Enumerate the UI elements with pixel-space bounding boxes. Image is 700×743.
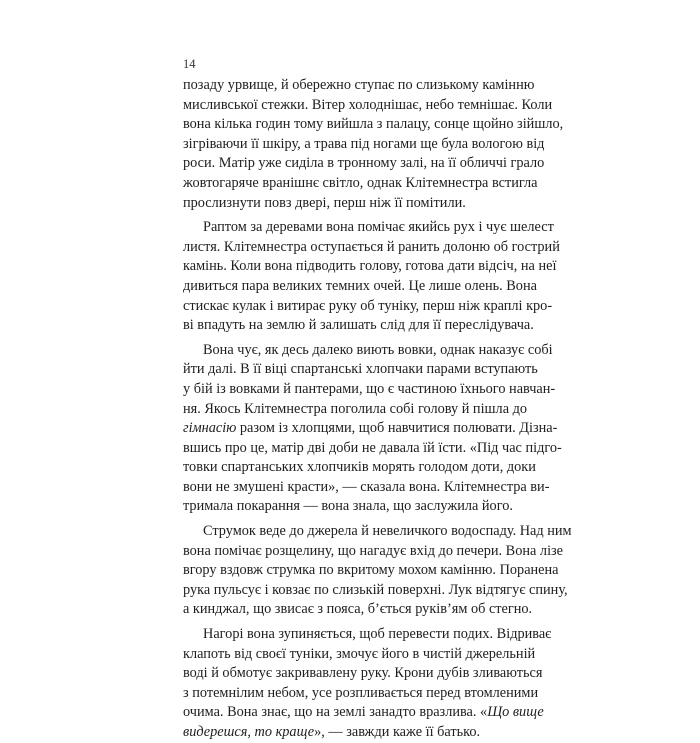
text-line: вгору вздовж струмка по вкритому мохом камінню. Поранена <box>183 562 559 579</box>
text-line: Струмок веде до джерела й невеличкого водоспаду. Над ним <box>203 523 572 540</box>
text-line: листя. Клітемнестра оступається й ранить долоню об гострий <box>183 238 560 255</box>
page-number: 14 <box>183 57 196 71</box>
text-line: роси. Матір уже сиділа в тронному залі, на її обличчі грало <box>183 155 545 172</box>
text-line: видерешся, то краще», — завжди каже її батько. <box>183 724 481 740</box>
text-line: йти далі. В її віці спартанські хлопчаки парами вступають <box>183 361 538 378</box>
paragraph <box>183 625 552 743</box>
text-line: воді й обмотує закривавлену руку. Крони дубів зливаються <box>183 665 543 682</box>
text-line: Вона чує, як десь далеко виють вовки, однак наказує собі <box>203 341 553 358</box>
paragraph <box>183 218 560 336</box>
text-line: тримала покарання — вона знала, що заслужила його. <box>183 498 513 515</box>
text-line: товки спартанських хлопчиків морять голодом доти, доки <box>183 459 536 476</box>
paragraph <box>183 341 562 517</box>
text-line: дивиться пара великих темних очей. Це лише олень. Вона <box>183 277 537 294</box>
text-line: ня. Якось Клітемнестра поголила собі голову й пішла до <box>183 400 528 417</box>
text-line: вона кілька годин тому вийшла з палацу, сонце щойно зійшло, <box>183 116 564 133</box>
text-line: вшись про це, матір дві доби не давала їй їсти. «Під час підго- <box>183 439 562 456</box>
text-line: а кинджал, що звисає з пояса, б’ється руків’ям об стегно. <box>183 601 533 618</box>
text-line: клапоть від своєї туніки, змочує його в чистій джерельній <box>183 645 536 662</box>
text-line: вона помічає розщелину, що нагадує вхід до печери. Вона лізе <box>183 542 564 559</box>
text-line: позаду урвище, й обережно ступає по слизькому камінню <box>183 77 535 93</box>
text-line: прослизнути повз двері, перш ніж її помітили. <box>183 194 466 211</box>
text-line: у бій із вовками й пантерами, що є частиною їхнього навчан- <box>183 380 556 397</box>
paragraph <box>183 76 564 213</box>
text-line: рука пульсує і ковзає по слизькій поверхні. Лук відтягує спину, <box>183 581 568 598</box>
text-line: з потемнілим небом, усе розпливається перед втомленими <box>183 684 539 701</box>
text-line: Раптом за деревами вона помічає якийсь рух і чує шелест <box>203 219 554 236</box>
body-text <box>183 76 572 743</box>
paragraph <box>183 522 572 620</box>
text-line: очима. Вона знає, що на землі занадто вразлива. «Що вище <box>183 704 544 721</box>
text-line: камінь. Коли вона підводить голову, готова дати відсіч, на неї <box>183 258 557 275</box>
text-line: мисливської стежки. Вітер холоднішає, небо темнішає. Коли <box>183 96 553 113</box>
text-line: Нагорі вона зупиняється, щоб перевести подих. Відриває <box>203 626 552 643</box>
text-line: ві впадуть на землю й залишать слід для її переслідувача. <box>183 317 534 334</box>
text-line: стискає кулак і витирає руку об туніку, перш ніж краплі кро- <box>183 297 553 314</box>
text-line: вони не змушені красти», — сказала вона. Клітемнестра ви- <box>183 478 550 495</box>
text-line: гімнасію разом із хлопцями, щоб навчитися полювати. Дізна- <box>183 420 558 437</box>
text-line: жовтогаряче вранішнє світло, однак Клітемнестра встигла <box>183 174 538 191</box>
text-line: зігріваючи її шкіру, а трава під ногами ще була вологою від <box>183 135 545 152</box>
